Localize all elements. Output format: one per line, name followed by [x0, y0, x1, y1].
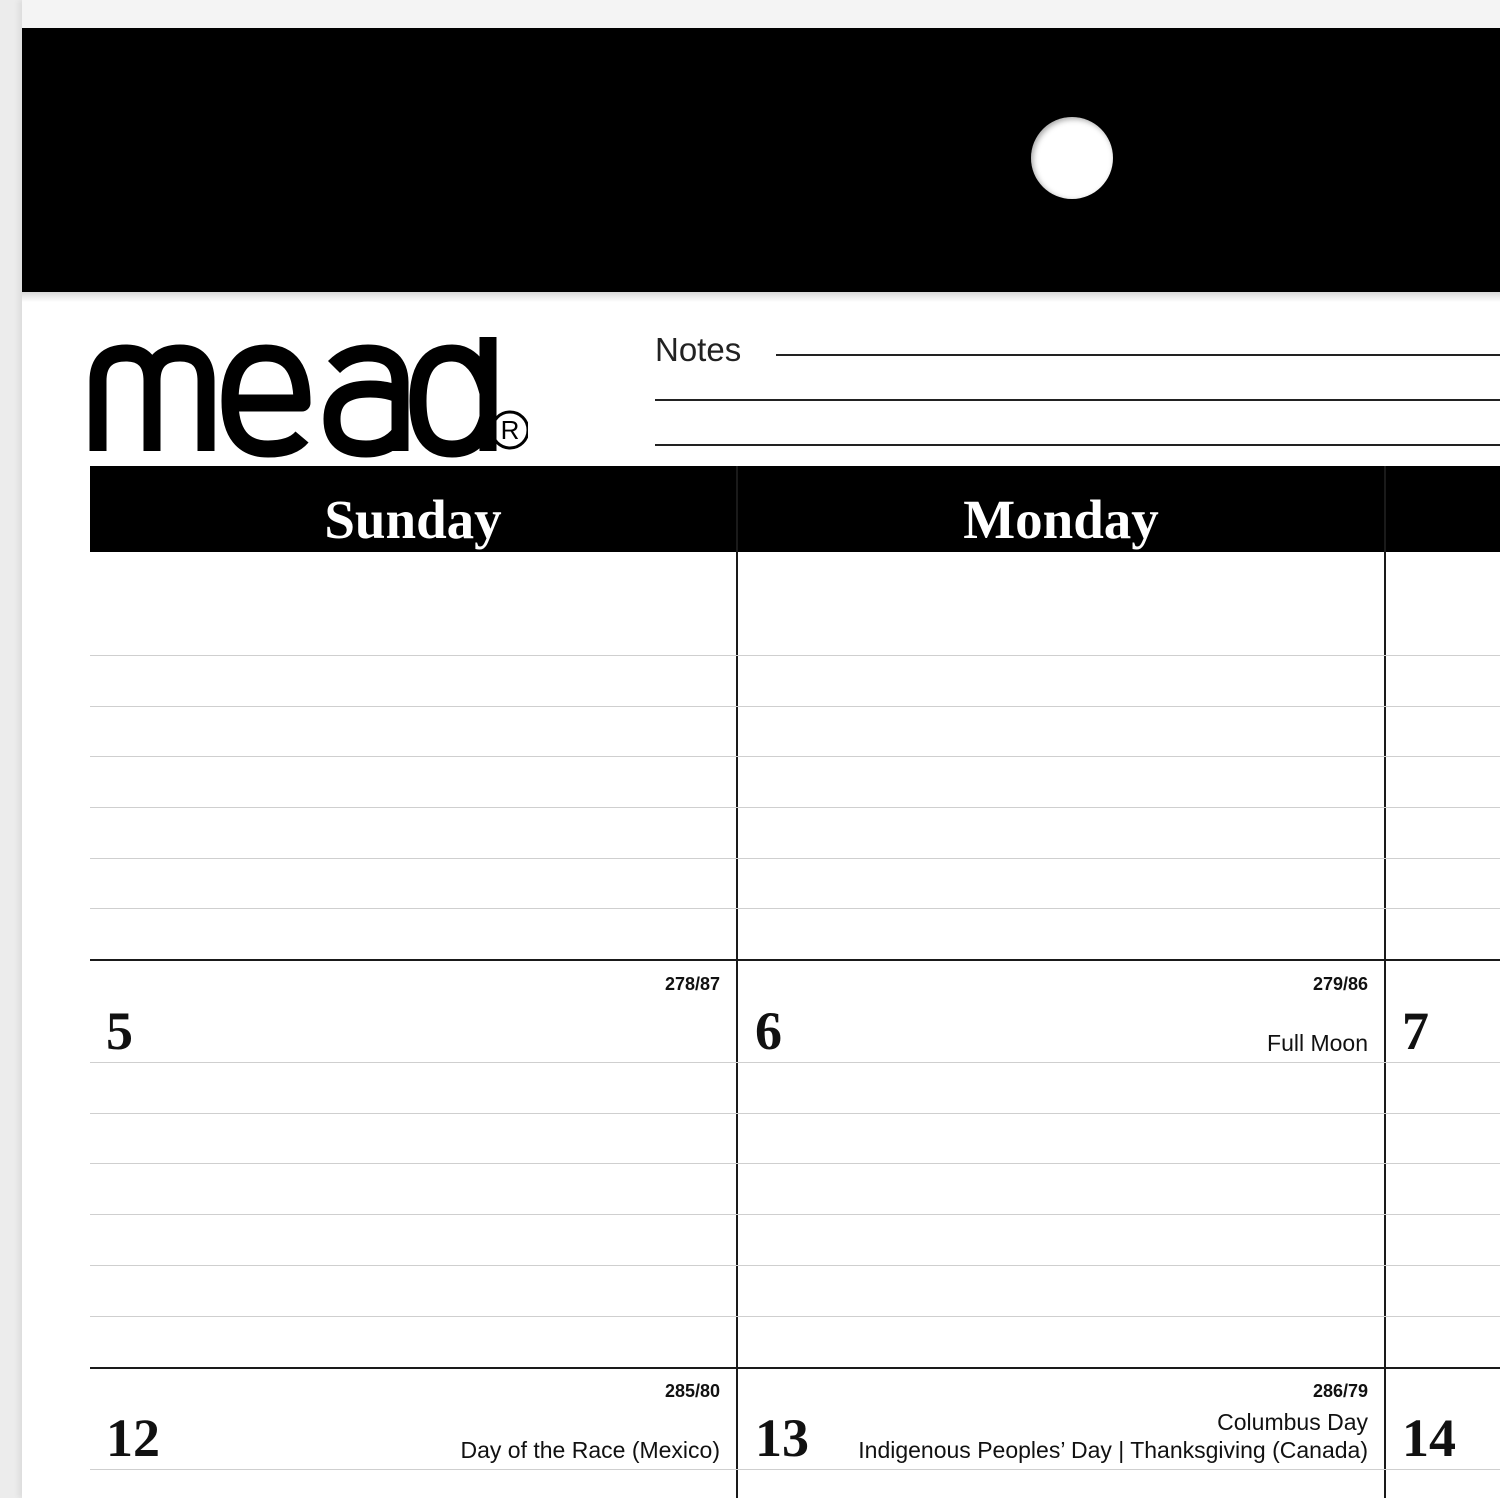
- ruled-line: [90, 756, 1500, 757]
- notes-line-1[interactable]: [776, 354, 1500, 356]
- notes-line-2[interactable]: [655, 399, 1500, 401]
- header-shadow: [22, 292, 1500, 302]
- ruled-line: [90, 706, 1500, 707]
- week-divider: [90, 959, 1500, 961]
- ruled-line: [90, 1113, 1500, 1114]
- ruled-line: [90, 908, 1500, 909]
- date-number-sunday: 12: [106, 1408, 160, 1468]
- notes-line-3[interactable]: [655, 444, 1500, 446]
- date-number-monday: 6: [755, 1001, 782, 1061]
- day-header-monday: Monday: [738, 466, 1384, 552]
- event-indigenous-peoples-day: Indigenous Peoples’ Day | Thanksgiving (Canada): [858, 1437, 1368, 1463]
- ruled-line: [90, 807, 1500, 808]
- ruled-line: [90, 1469, 1500, 1470]
- event-full-moon: Full Moon: [1267, 1030, 1368, 1056]
- ruled-line: [90, 1265, 1500, 1266]
- svg-text:R: R: [500, 415, 520, 445]
- column-divider: [1384, 466, 1386, 1498]
- header-bar: [22, 28, 1500, 292]
- column-divider: [736, 466, 738, 1498]
- ruled-line: [90, 1214, 1500, 1215]
- day-header-sunday: Sunday: [90, 466, 736, 552]
- day-of-year-monday: 279/86: [1312, 974, 1368, 994]
- day-header-tuesday: [1386, 466, 1500, 552]
- date-number-monday: 13: [755, 1408, 809, 1468]
- day-of-year-sunday: 285/80: [664, 1381, 720, 1401]
- day-of-year-monday: 286/79: [1312, 1381, 1368, 1401]
- ruled-line: [90, 1163, 1500, 1164]
- mead-logo: [88, 333, 528, 458]
- date-number-tuesday: 7: [1402, 1001, 1429, 1061]
- date-number-sunday: 5: [106, 1001, 133, 1061]
- notes-label: Notes: [655, 331, 742, 368]
- hang-hole: [1031, 117, 1113, 199]
- day-of-year-sunday: 278/87: [664, 974, 720, 994]
- event-columbus-day: Columbus Day: [1217, 1409, 1368, 1435]
- paper-top-edge: [22, 0, 1500, 28]
- calendar-page: [22, 0, 1500, 1498]
- ruled-line: [90, 1062, 1500, 1063]
- ruled-line: [90, 858, 1500, 859]
- date-number-tuesday: 14: [1402, 1408, 1456, 1468]
- week-divider: [90, 1367, 1500, 1369]
- ruled-line: [90, 655, 1500, 656]
- event-day-of-the-race: Day of the Race (Mexico): [460, 1437, 720, 1463]
- ruled-line: [90, 1316, 1500, 1317]
